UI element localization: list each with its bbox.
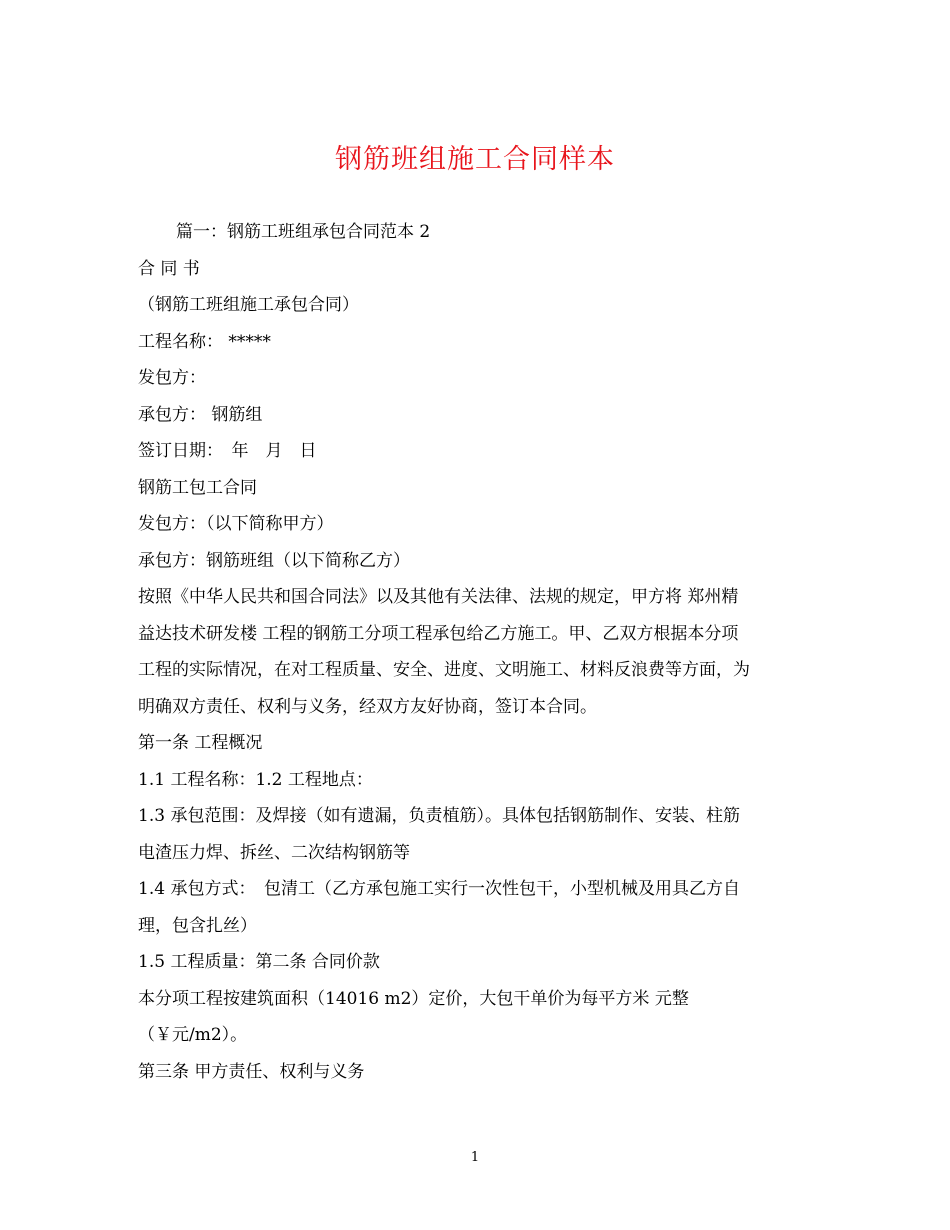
contract-label: 合 同 书: [138, 258, 200, 279]
project-name-line: 工程名称： *****: [138, 331, 271, 352]
page-number: 1: [470, 1150, 480, 1165]
clause-line: 理，包含扎丝）: [138, 915, 257, 936]
clause-line: （￥元/m2）。: [138, 1025, 248, 1045]
clause-line: 本分项工程按建筑面积（14016 m2）定价，大包干单价为每平方米 元整: [138, 988, 689, 1009]
paragraph-line: 益达技术研发楼 工程的钢筋工分项工程承包给乙方施工。甲、乙双方根据本分项: [138, 623, 739, 644]
paragraph-line: 明确双方责任、权利与义务，经双方友好协商，签订本合同。: [138, 696, 597, 717]
clause-line: 1.5 工程质量：第二条 合同价款: [138, 952, 380, 972]
clause-line: 电渣压力焊、拆丝、二次结构钢筋等: [138, 842, 410, 863]
contract-heading: 钢筋工包工合同: [138, 477, 257, 498]
paragraph-line: 工程的实际情况，在对工程质量、安全、进度、文明施工、材料反浪费等方面，为: [138, 660, 750, 680]
article-heading: 第三条 甲方责任、权利与义务: [138, 1061, 365, 1082]
employer-line: 发包方：: [138, 368, 206, 388]
clause-line: 1.4 承包方式： 包清工（乙方承包施工实行一次性包干，小型机械及用具乙方自: [138, 879, 740, 899]
document-title: 钢筋班组施工合同样本: [335, 144, 615, 175]
signing-date-line: 签订日期： 年 月 日: [138, 441, 317, 461]
paragraph-line: 按照《中华人民共和国合同法》以及其他有关法律、法规的规定，甲方将 郑州精: [138, 587, 739, 607]
clause-line: 1.1 工程名称：1.2 工程地点：: [138, 769, 373, 790]
clause-line: 1.3 承包范围：及焊接（如有遗漏，负责植筋）。具体包括钢筋制作、安装、柱筋: [138, 806, 740, 826]
article-heading: 第一条 工程概况: [138, 733, 263, 753]
contractor-line: 承包方： 钢筋组: [138, 404, 263, 425]
section-heading: 篇一：钢筋工班组承包合同范本 2: [176, 222, 431, 242]
contract-subtitle: （钢筋工班组施工承包合同）: [138, 295, 359, 315]
document-body: [138, 214, 818, 1090]
party-a-line: 发包方：（以下简称甲方）: [138, 514, 334, 534]
party-b-line: 承包方：钢筋班组（以下简称乙方）: [138, 550, 410, 571]
